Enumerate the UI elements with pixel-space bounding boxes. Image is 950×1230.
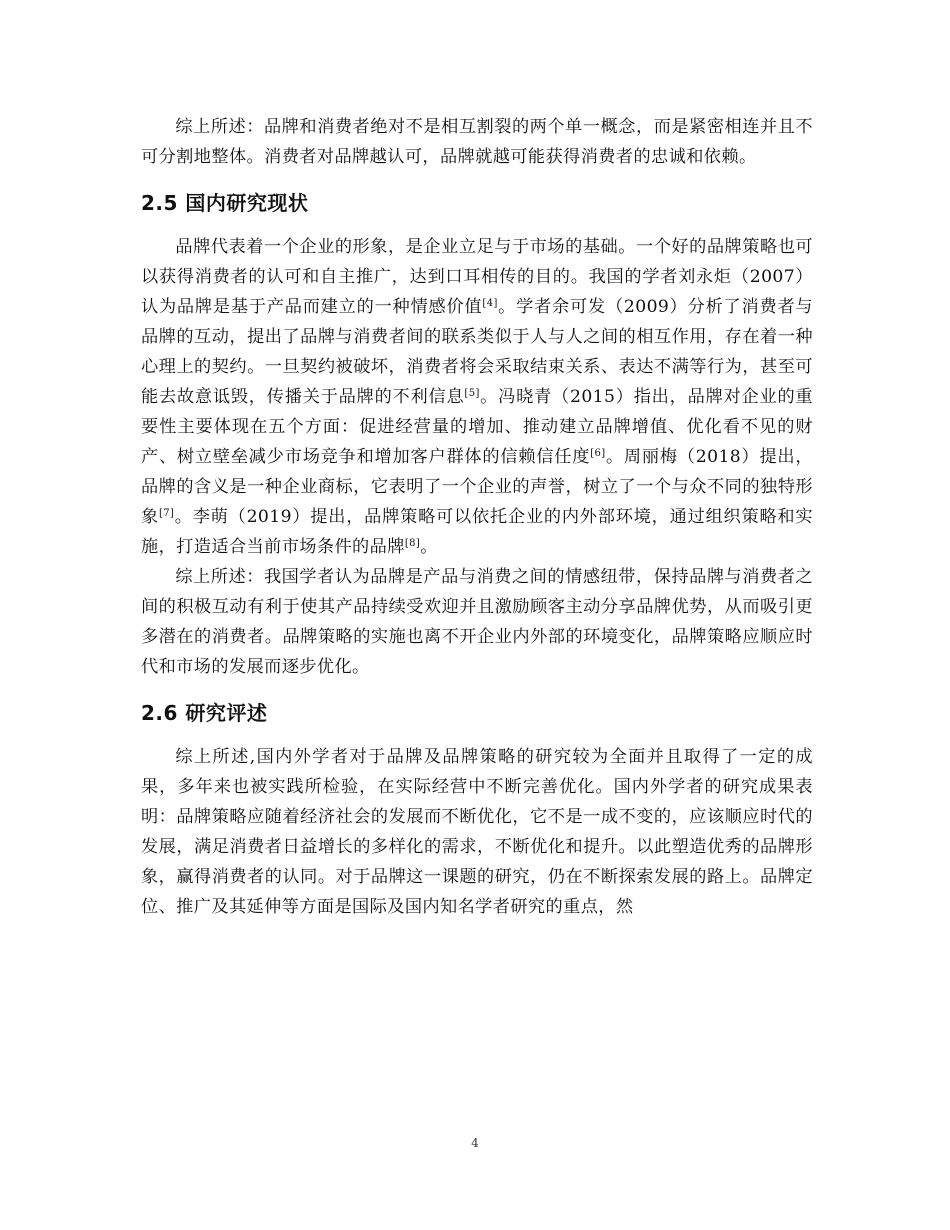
paragraph-text: 品牌代表着一个企业的形象，是企业立足与于市场的基础。一个好的品牌策略也可以获得消费者的认可和自主推广，达到口耳相传的目的。我国的学者刘永炬（2007）认为品牌是基于产品而建立的一种情感价值 [141,237,813,317]
paragraph-domestic-research [141,232,813,562]
paragraph-text: 。李萌（2019）提出，品牌策略可以依托企业的内外部环境，通过组织策略和实施，打造适合当前市场条件的品牌 [141,507,813,557]
page-number: 4 [471,1136,479,1150]
paragraph-domestic-summary: 综上所述：我国学者认为品牌是产品与消费之间的情感纽带，保持品牌与消费者之间的积极互动有利于使其产品持续受欢迎并且激励顾客主动分享品牌优势，从而吸引更多潜在的消费者。品牌策略的实施也离不开企业内外部的环境变化，品牌策略应顺应时代和市场的发展而逐步优化。 [141,567,813,677]
citation-ref[interactable]: [4] [482,298,498,309]
paragraph-text: 。学者余可发（2009）分析了消费者与品牌的互动，提出了品牌与消费者间的联系类似于人与人之间的相互作用，存在着一种心理上的契约。一旦契约被破坏，消费者将会采取结束关系、表达不满等行为，甚至可能去故意诋毁，传播关于品牌的不利信息 [141,297,813,407]
paragraph-text: 。冯晓青（2015）指出，品牌对企业的重要性主要体现在五个方面：促进经营量的增加、推动建立品牌增值、优化看不见的财产、树立壁垒减少市场竞争和增加客户群体的信赖信任度 [141,387,813,467]
citation-ref[interactable]: [7] [158,508,175,519]
paragraph-text: 。 [420,537,438,557]
citation-ref[interactable]: [5] [464,388,480,399]
document-body [141,112,813,922]
citation-ref[interactable]: [8] [404,538,421,549]
section-heading-domestic-research: 2.5 国内研究现状 [141,191,309,215]
paragraph-research-review: 综上所述,国内外学者对于品牌及品牌策略的研究较为全面并且取得了一定的成果，多年来也被实践所检验，在实际经营中不断完善优化。国内外学者的研究成果表明：品牌策略应随着经济社会的发展而不断优化，它不是一成不变的，应该顺应时代的发展，满足消费者日益增长的多样化的需求，不断优化和提升。以此塑造优秀的品牌形象，赢得消费者的认同。对于品牌这一课题的研究，仍在不断探索发展的路上。品牌定位、推广及其延伸等方面是国际及国内知名学者研究的重点，然 [141,747,813,917]
citation-ref[interactable]: [6] [590,448,606,459]
section-heading-research-review: 2.6 研究评述 [141,701,268,725]
paragraph-summary-brand-consumer: 综上所述：品牌和消费者绝对不是相互割裂的两个单一概念，而是紧密相连并且不可分割地整体。消费者对品牌越认可，品牌就越可能获得消费者的忠诚和依赖。 [141,117,813,167]
paragraph-text: 。周丽梅（2018）提出，品牌的含义是一种企业商标，它表明了一个企业的声誉，树立了一个与众不同的独特形象 [141,447,813,527]
